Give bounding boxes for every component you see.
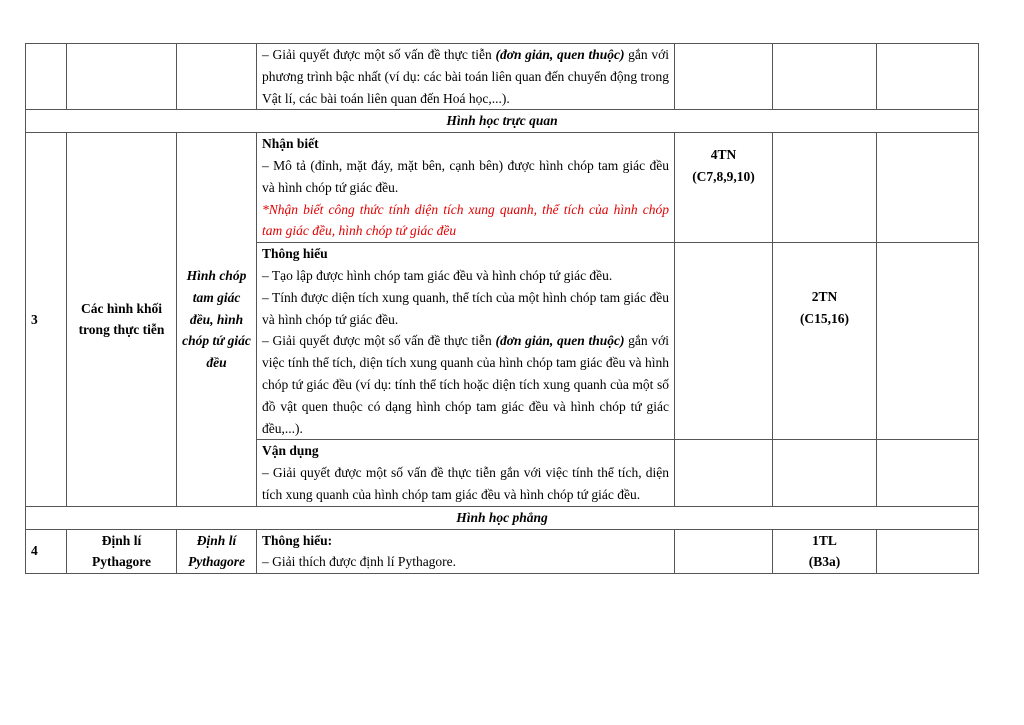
content-cell (257, 243, 675, 440)
unit-cell: Định lí Pythagore (177, 529, 257, 574)
table-row (26, 44, 979, 110)
level-heading: Thông hiểu: (262, 532, 333, 548)
content-cell (257, 440, 675, 506)
topic-number: 3 (26, 133, 67, 507)
note-text: *Nhận biết công thức tính diện tích xung quanh, thể tích của hình chóp tam giác đều, hình chóp tứ giác đều (262, 201, 669, 239)
chapter-cell: Các hình khối trong thực tiễn (67, 133, 177, 507)
content-cell (257, 133, 675, 243)
table-row (26, 529, 979, 574)
requirement-text: – Tính được diện tích xung quanh, thể tích của một hình chóp tam giác đều và hình chóp tứ giác đều. (262, 289, 669, 327)
level-heading: Thông hiểu (262, 246, 328, 262)
section-title: Hình học trực quan (26, 110, 979, 133)
content-cell (257, 529, 675, 574)
question-count-cell: 1TL (B3a) (773, 529, 877, 574)
content-cell: – Giải quyết được một số vấn đề thực tiễn (đơn giản, quen thuộc) gắn với phương trình bậc nhất (ví dụ: các bài toán liên quan đến chuyển động trong Vật lí, các bài toán liên quan đến Hoá học,...). (257, 44, 675, 110)
requirement-text: – Giải quyết được một số vấn đề thực tiễn (đơn giản, quen thuộc) gắn với việc tính thể tích, diện tích xung quanh của hình chóp tam giác đều và hình chóp tứ giác đều (ví dụ: tính thể tích hoặc diện tích xung quanh của một số đồ vật quen thuộc có dạng hình chóp tam giác đều và hình chóp tứ giác đều,...). (262, 333, 669, 436)
requirement-text: – Giải thích được định lí Pythagore. (262, 554, 457, 570)
section-header-row (26, 506, 979, 529)
requirement-text: – Giải quyết được một số vấn đề thực tiễn gắn với việc tính thể tích, diện tích xung quanh của hình chóp tam giác đều và hình chóp tứ giác đều. (262, 465, 669, 502)
table-row (26, 133, 979, 243)
requirement-text: – Mô tả (đỉnh, mặt đáy, mặt bên, cạnh bên) được hình chóp tam giác đều và hình chóp tứ giác đều. (262, 157, 669, 195)
question-count-cell: 2TN (C15,16) (773, 243, 877, 440)
unit-cell: Hình chóp tam giác đều, hình chóp tứ giác đều (177, 133, 257, 507)
chapter-cell: Định lí Pythagore (67, 529, 177, 574)
requirement-text: – Tạo lập được hình chóp tam giác đều và hình chóp tứ giác đều. (262, 267, 613, 283)
level-heading: Nhận biết (262, 136, 319, 152)
question-count-cell: 4TN (C7,8,9,10) (675, 133, 773, 243)
topic-number: 4 (26, 529, 67, 574)
assessment-matrix-table (25, 43, 979, 574)
level-heading: Vận dụng (262, 443, 319, 459)
section-title: Hình học phẳng (26, 506, 979, 529)
section-header-row (26, 110, 979, 133)
